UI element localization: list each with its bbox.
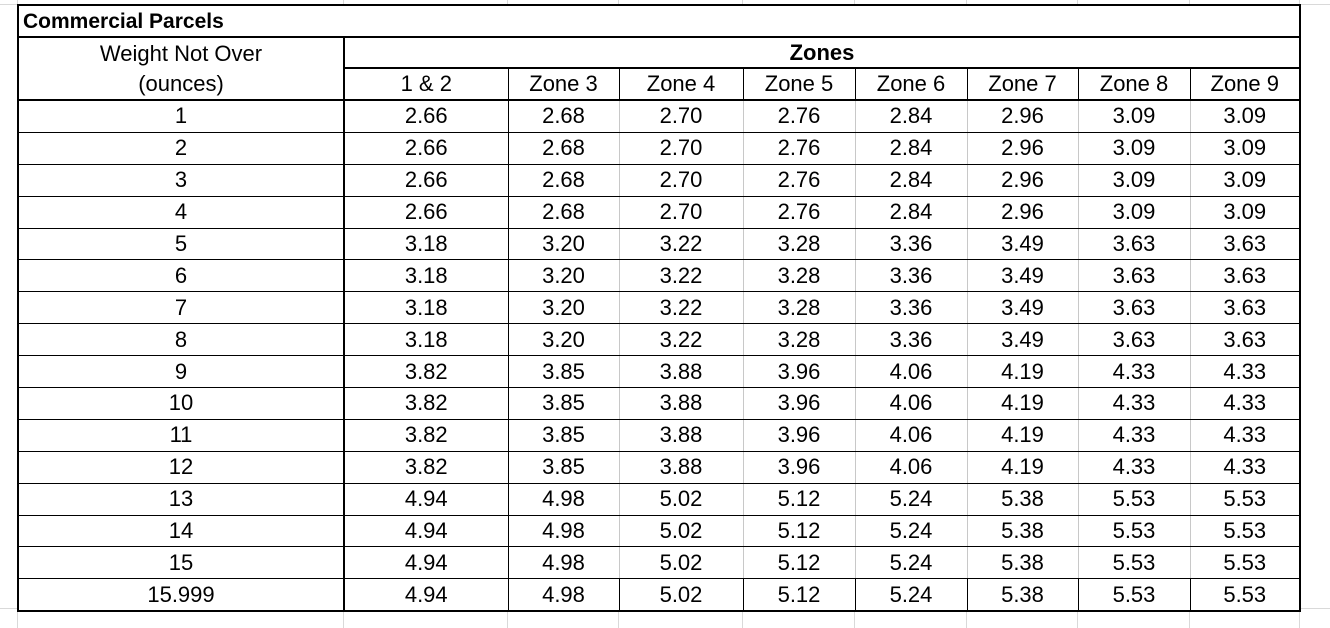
rate-cell: 5.38 — [967, 515, 1078, 547]
weight-cell: 4 — [18, 196, 344, 228]
rate-cell: 3.85 — [508, 419, 619, 451]
rate-cell: 3.63 — [1078, 292, 1190, 324]
rate-cell: 2.76 — [743, 100, 855, 132]
rate-cell: 3.49 — [967, 324, 1078, 356]
rate-cell: 4.19 — [967, 356, 1078, 388]
table-row — [18, 388, 1300, 420]
rate-cell: 2.70 — [619, 132, 743, 164]
rate-cell: 4.33 — [1078, 356, 1190, 388]
rate-cell: 5.53 — [1190, 547, 1300, 579]
rate-cell: 5.12 — [743, 515, 855, 547]
rate-cell: 2.96 — [967, 196, 1078, 228]
rate-cell: 3.96 — [743, 451, 855, 483]
weight-cell: 9 — [18, 356, 344, 388]
rate-cell: 3.82 — [344, 451, 508, 483]
rate-cell: 4.98 — [508, 515, 619, 547]
rate-cell: 5.02 — [619, 483, 743, 515]
rate-cell: 4.33 — [1078, 419, 1190, 451]
rate-cell: 3.88 — [619, 419, 743, 451]
rate-cell: 5.24 — [855, 515, 967, 547]
rate-cell: 3.20 — [508, 292, 619, 324]
rate-cell: 4.06 — [855, 451, 967, 483]
rate-cell: 3.85 — [508, 451, 619, 483]
rate-cell: 5.53 — [1190, 483, 1300, 515]
rate-cell: 3.09 — [1078, 164, 1190, 196]
rate-cell: 5.24 — [855, 547, 967, 579]
rate-cell: 2.76 — [743, 164, 855, 196]
title-row — [18, 5, 1300, 37]
rate-cell: 4.94 — [344, 547, 508, 579]
rate-cell: 3.49 — [967, 292, 1078, 324]
rate-cell: 2.70 — [619, 196, 743, 228]
rate-cell: 3.63 — [1190, 324, 1300, 356]
weight-header-label: Weight Not Over (ounces) — [99, 40, 263, 96]
rate-cell: 3.88 — [619, 451, 743, 483]
rate-cell: 4.33 — [1190, 451, 1300, 483]
table-row — [18, 579, 1300, 611]
table-row — [18, 260, 1300, 292]
rate-cell: 5.02 — [619, 515, 743, 547]
weight-cell: 7 — [18, 292, 344, 324]
rate-cell: 5.38 — [967, 579, 1078, 611]
rate-cell: 3.36 — [855, 260, 967, 292]
rate-cell: 5.53 — [1190, 579, 1300, 611]
column-header: Zone 6 — [855, 68, 967, 100]
rate-cell: 2.84 — [855, 164, 967, 196]
weight-cell: 10 — [18, 388, 344, 420]
rate-cell: 3.36 — [855, 228, 967, 260]
weight-cell: 5 — [18, 228, 344, 260]
rate-cell: 5.12 — [743, 579, 855, 611]
rate-cell: 2.66 — [344, 100, 508, 132]
table-row — [18, 196, 1300, 228]
rate-cell: 4.19 — [967, 419, 1078, 451]
rate-cell: 2.70 — [619, 164, 743, 196]
table-row — [18, 292, 1300, 324]
rate-cell: 3.09 — [1190, 196, 1300, 228]
rate-cell: 3.63 — [1190, 260, 1300, 292]
rate-cell: 3.09 — [1190, 132, 1300, 164]
table-row — [18, 483, 1300, 515]
weight-cell: 8 — [18, 324, 344, 356]
rate-cell: 5.02 — [619, 579, 743, 611]
rate-cell: 2.84 — [855, 100, 967, 132]
weight-cell: 1 — [18, 100, 344, 132]
table-row — [18, 547, 1300, 579]
rate-cell: 3.20 — [508, 324, 619, 356]
weight-cell: 11 — [18, 419, 344, 451]
table-row — [18, 419, 1300, 451]
rate-cell: 2.70 — [619, 100, 743, 132]
rate-cell: 3.18 — [344, 260, 508, 292]
rate-cell: 3.63 — [1190, 228, 1300, 260]
rate-cell: 3.18 — [344, 228, 508, 260]
rate-cell: 3.49 — [967, 260, 1078, 292]
rate-cell: 2.96 — [967, 132, 1078, 164]
rate-cell: 3.63 — [1078, 260, 1190, 292]
rate-cell: 4.94 — [344, 515, 508, 547]
weight-cell: 13 — [18, 483, 344, 515]
rate-cell: 4.98 — [508, 547, 619, 579]
rate-cell: 2.76 — [743, 132, 855, 164]
rate-cell: 4.33 — [1078, 388, 1190, 420]
column-header: Zone 9 — [1190, 68, 1300, 100]
rate-cell: 4.06 — [855, 388, 967, 420]
column-header: Zone 5 — [743, 68, 855, 100]
rate-cell: 3.49 — [967, 228, 1078, 260]
rate-cell: 5.53 — [1190, 515, 1300, 547]
table-row — [18, 515, 1300, 547]
table-row — [18, 164, 1300, 196]
rate-cell: 2.66 — [344, 196, 508, 228]
rate-cell: 3.63 — [1190, 292, 1300, 324]
rate-cell: 3.63 — [1078, 324, 1190, 356]
rate-cell: 4.94 — [344, 579, 508, 611]
rate-cell: 3.09 — [1190, 100, 1300, 132]
rate-cell: 4.19 — [967, 388, 1078, 420]
table-row — [18, 228, 1300, 260]
rate-cell: 3.88 — [619, 388, 743, 420]
weight-cell: 15 — [18, 547, 344, 579]
rate-cell: 3.09 — [1190, 164, 1300, 196]
rate-cell: 3.63 — [1078, 228, 1190, 260]
rate-cell: 2.84 — [855, 196, 967, 228]
rate-cell: 3.85 — [508, 356, 619, 388]
rate-cell: 2.96 — [967, 100, 1078, 132]
rate-cell: 2.84 — [855, 132, 967, 164]
rate-table — [17, 4, 1301, 612]
rate-cell: 5.02 — [619, 547, 743, 579]
rate-cell: 3.28 — [743, 292, 855, 324]
zones-header-row — [18, 37, 1300, 68]
zones-header: Zones — [344, 37, 1300, 68]
rate-cell: 3.85 — [508, 388, 619, 420]
column-header: Zone 3 — [508, 68, 619, 100]
rate-cell: 3.36 — [855, 292, 967, 324]
weight-cell: 3 — [18, 164, 344, 196]
rate-cell: 4.06 — [855, 419, 967, 451]
rate-cell: 5.12 — [743, 547, 855, 579]
weight-cell: 15.999 — [18, 579, 344, 611]
rate-cell: 3.20 — [508, 228, 619, 260]
rate-cell: 3.22 — [619, 292, 743, 324]
rate-cell: 3.28 — [743, 228, 855, 260]
column-header: Zone 8 — [1078, 68, 1190, 100]
table-row — [18, 132, 1300, 164]
rate-cell: 3.22 — [619, 260, 743, 292]
rate-cell: 2.68 — [508, 100, 619, 132]
rate-cell: 4.94 — [344, 483, 508, 515]
rate-cell: 2.68 — [508, 196, 619, 228]
rate-cell: 3.96 — [743, 419, 855, 451]
rate-cell: 3.22 — [619, 228, 743, 260]
rate-cell: 3.18 — [344, 324, 508, 356]
rate-cell: 3.09 — [1078, 132, 1190, 164]
rate-cell: 3.88 — [619, 356, 743, 388]
rate-cell: 4.33 — [1078, 451, 1190, 483]
rate-cell: 2.68 — [508, 132, 619, 164]
rate-cell: 5.53 — [1078, 483, 1190, 515]
rate-cell: 2.76 — [743, 196, 855, 228]
rate-cell: 3.82 — [344, 419, 508, 451]
rate-cell: 2.68 — [508, 164, 619, 196]
rate-cell: 3.20 — [508, 260, 619, 292]
rate-cell: 5.24 — [855, 579, 967, 611]
rate-cell: 4.06 — [855, 356, 967, 388]
table-title: Commercial Parcels — [18, 5, 1300, 37]
rate-cell: 5.53 — [1078, 547, 1190, 579]
rate-cell: 5.24 — [855, 483, 967, 515]
rate-cell: 3.36 — [855, 324, 967, 356]
weight-cell: 12 — [18, 451, 344, 483]
rate-cell: 3.96 — [743, 388, 855, 420]
rate-cell: 3.28 — [743, 260, 855, 292]
rate-cell: 5.38 — [967, 547, 1078, 579]
rate-cell: 3.82 — [344, 388, 508, 420]
rate-cell: 3.09 — [1078, 100, 1190, 132]
weight-cell: 14 — [18, 515, 344, 547]
rate-cell: 5.38 — [967, 483, 1078, 515]
rate-cell: 3.09 — [1078, 196, 1190, 228]
rate-cell: 2.66 — [344, 132, 508, 164]
rate-cell: 3.96 — [743, 356, 855, 388]
column-header: Zone 4 — [619, 68, 743, 100]
rate-cell: 2.96 — [967, 164, 1078, 196]
weight-cell: 2 — [18, 132, 344, 164]
rate-cell: 5.53 — [1078, 515, 1190, 547]
column-header: Zone 7 — [967, 68, 1078, 100]
rate-cell: 3.82 — [344, 356, 508, 388]
rate-cell: 4.19 — [967, 451, 1078, 483]
column-header: 1 & 2 — [344, 68, 508, 100]
rate-cell: 4.98 — [508, 579, 619, 611]
rate-cell: 5.53 — [1078, 579, 1190, 611]
table-row — [18, 324, 1300, 356]
table-row — [18, 451, 1300, 483]
rate-cell: 4.33 — [1190, 388, 1300, 420]
table-row — [18, 100, 1300, 132]
weight-cell: 6 — [18, 260, 344, 292]
rate-cell: 3.22 — [619, 324, 743, 356]
rate-cell: 3.18 — [344, 292, 508, 324]
rate-cell: 4.98 — [508, 483, 619, 515]
rate-cell: 3.28 — [743, 324, 855, 356]
rate-cell: 4.33 — [1190, 356, 1300, 388]
weight-column-header — [18, 37, 344, 100]
table-row — [18, 356, 1300, 388]
rate-cell: 4.33 — [1190, 419, 1300, 451]
rate-cell: 2.66 — [344, 164, 508, 196]
rate-cell: 5.12 — [743, 483, 855, 515]
